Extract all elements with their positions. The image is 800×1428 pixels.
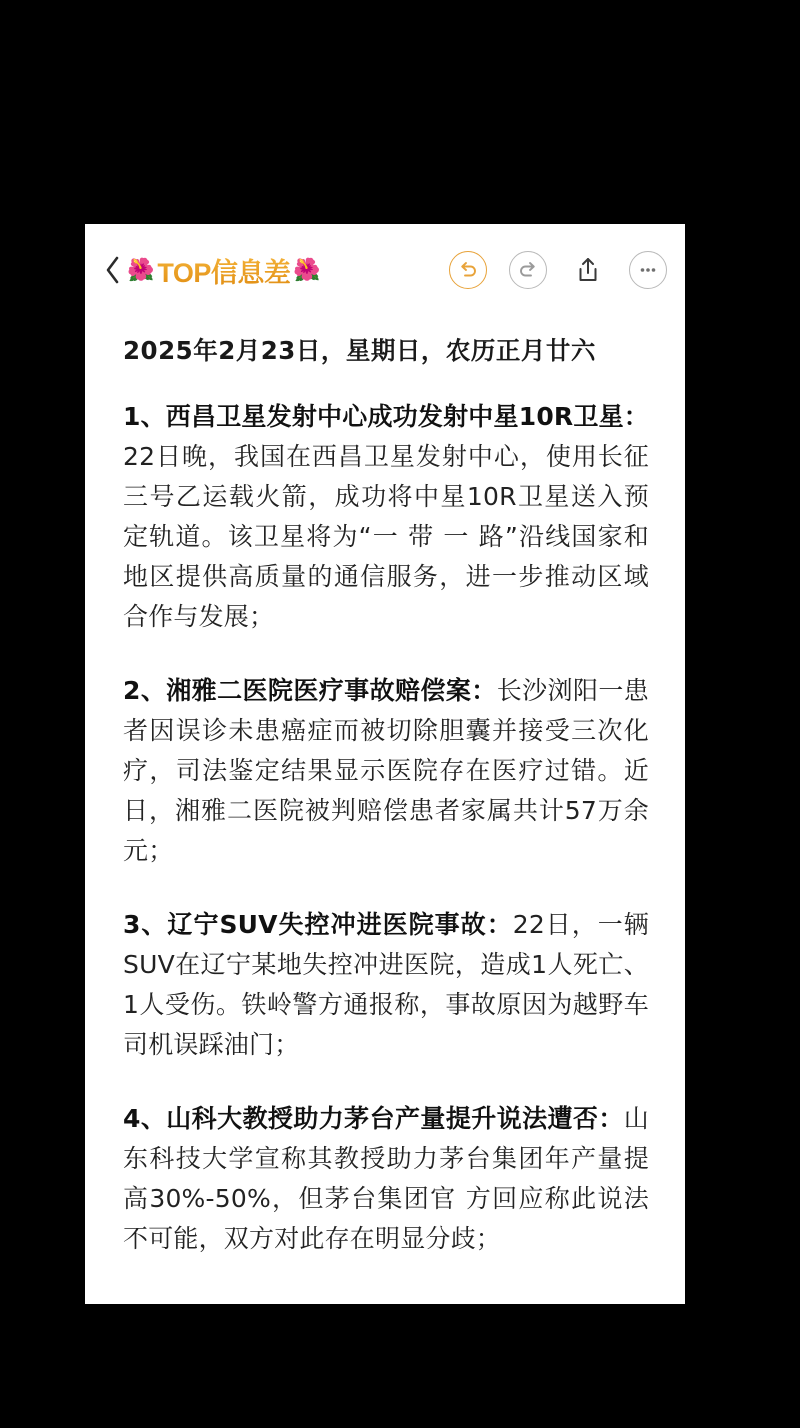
more-icon[interactable] xyxy=(629,251,667,289)
brand-logo xyxy=(127,251,321,290)
news-item xyxy=(123,905,649,1065)
news-item-body: 22日，一辆SUV在辽宁某地失控冲进医院，造成1人死亡、1人受伤。铁岭警方通报称，事故原因为越野车司机误踩油门； xyxy=(123,910,650,1059)
news-item-body: 22日晚，我国在西昌卫星发射中心，使用长征三号乙运载火箭，成功将中星10R卫星送入预定轨道。该卫星将为“一 带 一 路”沿线国家和地区提供高质量的通信服务，进一步推动区域合作与发展； xyxy=(123,442,649,631)
brand-title xyxy=(156,251,291,290)
brand-title-en: TOP xyxy=(157,257,211,288)
article-body xyxy=(85,316,685,1289)
news-item xyxy=(123,1099,649,1259)
news-item-body: 长沙浏阳一患者因误诊未患癌症而被切除胆囊并接受三次化疗，司法鉴定结果显示医院存在医疗过错。近日，湘雅二医院被判赔偿患者家属共计57万余元； xyxy=(123,676,650,865)
news-item-heading: 2、湘雅二医院医疗事故赔偿案： xyxy=(123,676,497,705)
article-card xyxy=(85,224,685,1304)
share-icon[interactable] xyxy=(569,251,607,289)
news-item-body: 山东科技大学宣称其教授助力茅台集团年产量提高30%-50%，但茅台集团官 方回应称此说法不可能，双方对此存在明显分歧； xyxy=(123,1104,649,1253)
flower-left-icon: 🌺 xyxy=(127,257,155,282)
back-chevron-icon[interactable] xyxy=(99,253,125,287)
news-item xyxy=(123,397,649,637)
redo-icon[interactable] xyxy=(509,251,547,289)
flower-right-icon: 🌺 xyxy=(293,257,321,282)
top-bar xyxy=(85,224,685,316)
dateline: 2025年2月23日，星期日，农历正月廿六 xyxy=(123,336,596,365)
news-item xyxy=(123,671,649,871)
top-bar-actions xyxy=(449,251,667,289)
undo-icon[interactable] xyxy=(449,251,487,289)
news-item-heading: 1、西昌卫星发射中心成功发射中星10R卫星： xyxy=(123,402,649,431)
news-item-heading: 4、山科大教授助力茅台产量提升说法遭否： xyxy=(123,1104,624,1133)
brand-title-cn: 信息差 xyxy=(210,257,291,289)
news-item-heading: 3、辽宁SUV失控冲进医院事故： xyxy=(123,910,513,939)
